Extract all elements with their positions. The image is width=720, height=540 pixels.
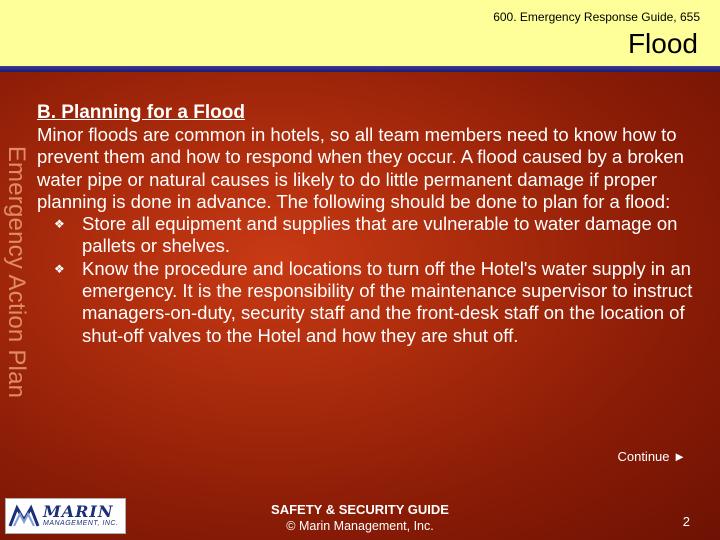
bullet-text: Store all equipment and supplies that are vulnerable to water damage on pallets or shelves. — [82, 213, 678, 257]
page-number: 2 — [682, 514, 690, 529]
bullet-text: Know the procedure and locations to turn off the Hotel's water supply in an emergency. It is the responsibility of the maintenance supervisor to instruct managers-on-duty, security staff and the front-desk staff on the location of shut-off valves to the Hotel and how they are shut off. — [82, 257, 693, 346]
guide-reference: 600. Emergency Response Guide, 655 — [493, 10, 700, 24]
bullet-list — [37, 213, 697, 347]
diamond-bullet-icon: ❖ — [54, 261, 65, 276]
side-label — [0, 82, 33, 462]
header-divider — [0, 66, 720, 72]
diamond-bullet-icon: ❖ — [54, 217, 65, 232]
list-item — [37, 213, 697, 258]
list-item — [37, 258, 697, 347]
footer-copyright: © Marin Management, Inc. — [286, 519, 434, 533]
page-title: Flood — [627, 28, 698, 59]
intro-paragraph: Minor floods are common in hotels, so all team members need to know how to prevent them and how to respond when they occur. A flood caused by a broken water pipe or natural causes is likely to do little permanent damage if proper planning is done in advance. The following should be done to plan for a flood: — [37, 124, 684, 212]
side-label-text: Emergency Action Plan — [3, 145, 30, 399]
logo-subtitle: MANAGEMENT, INC. — [43, 520, 119, 527]
content-area — [37, 102, 697, 347]
section-heading: B. Planning for a Flood — [37, 102, 245, 123]
logo-name: MARIN — [43, 502, 114, 521]
header — [0, 0, 720, 66]
continue-link[interactable]: Continue ► — [617, 449, 686, 464]
footer-title: SAFETY & SECURITY GUIDE — [271, 502, 449, 517]
